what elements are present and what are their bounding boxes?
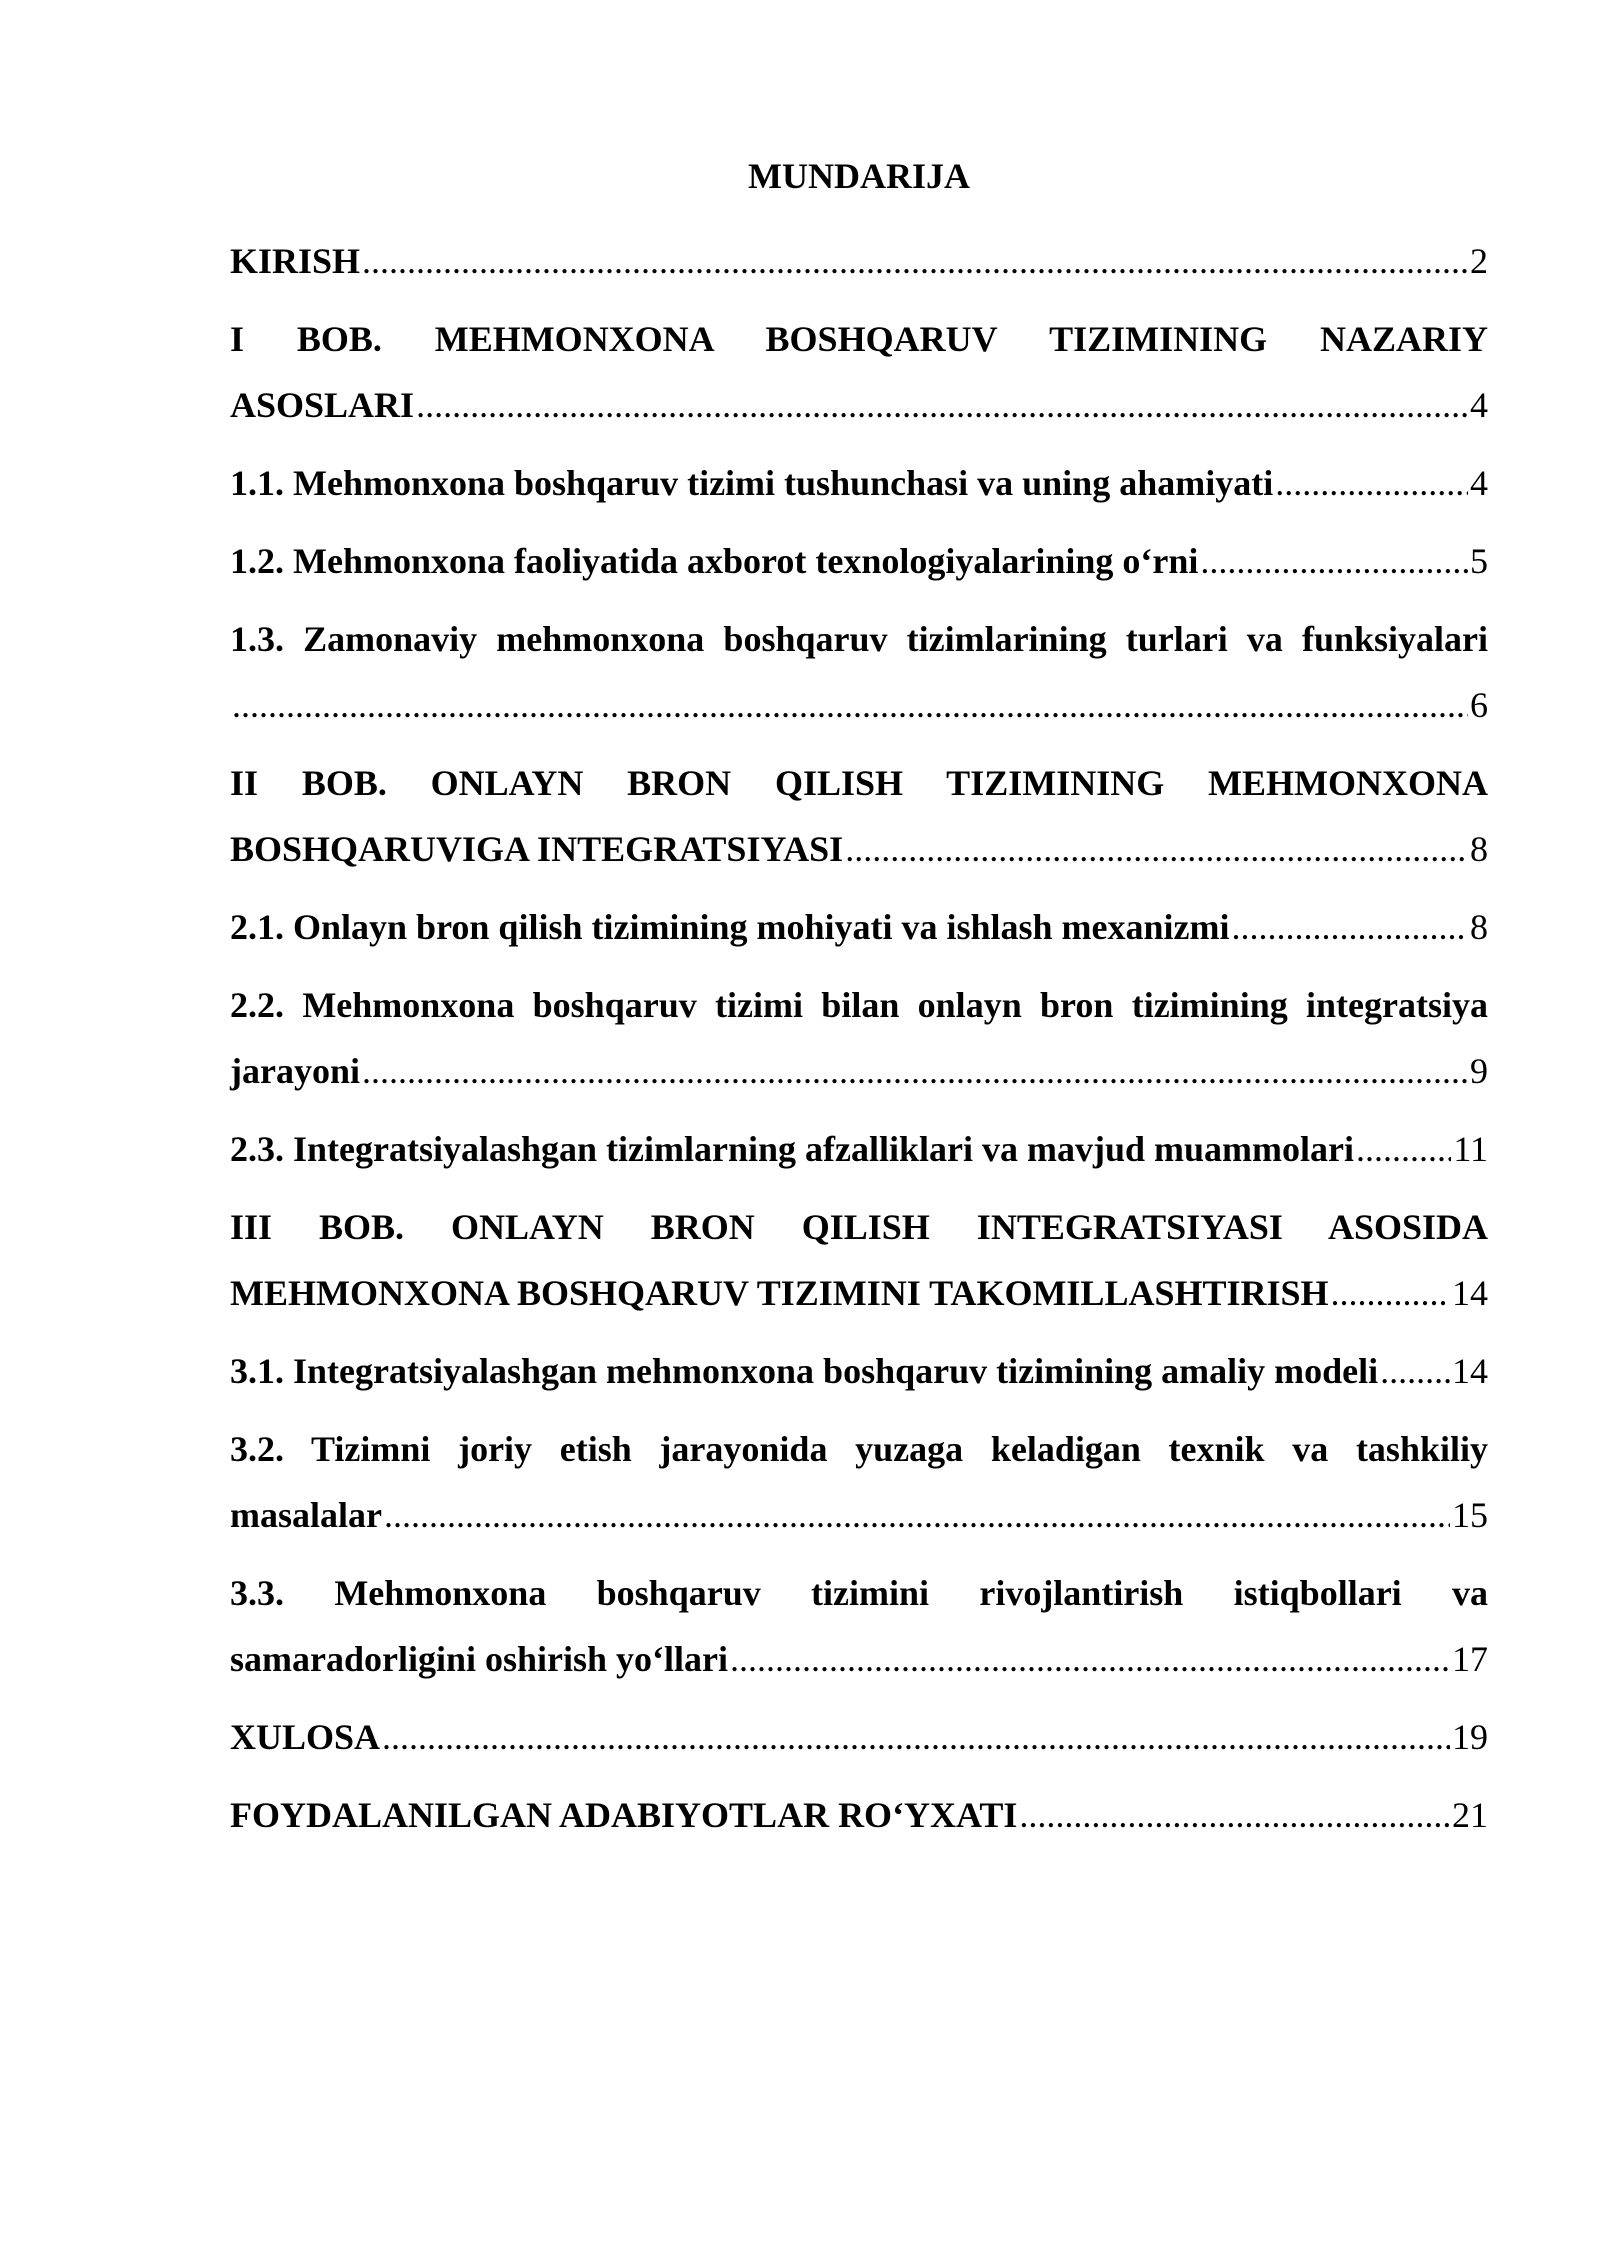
toc-entry[interactable] [230,894,1488,960]
toc-entry-heading-line: 3.2. Tizimni joriy etish jarayonida yuzaga keladigan texnik va tashkiliy [230,1429,1488,1469]
toc-entry-last-line [230,1338,1488,1404]
toc-page-number: 15 [1452,1495,1488,1535]
toc-entry[interactable] [230,1704,1488,1770]
toc-entry-heading-line: 3.3. Mehmonxona boshqaruv tizimini rivojlantirish istiqbollari va [230,1573,1488,1613]
toc-page-number: 8 [1470,907,1488,947]
dot-leader [1019,1782,1450,1848]
toc-entry-last-line [230,894,1488,960]
toc-entry-label: 1.1. Mehmonxona boshqaruv tizimi tushunchasi va uning ahamiyati [230,463,1274,503]
toc-entry-label: BOSHQARUVIGA INTEGRATSIYASI [230,829,844,869]
dot-leader [1380,1338,1450,1404]
toc-entry-heading-line: 2.2. Mehmonxona boshqaruv tizimi bilan onlayn bron tizimining integratsiya [230,985,1488,1025]
toc-entry-last-line [230,1782,1488,1848]
toc-entry-heading-line: III BOB. ONLAYN BRON QILISH INTEGRATSIYASI ASOSIDA [230,1207,1488,1247]
toc-entry-heading-line: 1.3. Zamonaviy mehmonxona boshqaruv tizimlarining turlari va funksiyalari [230,619,1488,659]
toc-entry-label: samaradorligini oshirish yo‘llari [230,1639,729,1679]
toc-entry-label: ASOSLARI [230,385,415,425]
toc-entry-label: masalalar [230,1495,382,1535]
toc-entry-last-line [230,528,1488,594]
toc-entry[interactable] [230,450,1488,516]
toc-entry-last-line [230,1116,1488,1182]
toc-page-number: 2 [1470,241,1488,281]
toc-page-number: 14 [1452,1351,1488,1391]
dot-leader [384,1482,1450,1548]
toc-entry-last-line [230,1626,1488,1692]
toc-entry[interactable] [230,228,1488,294]
dot-leader [1331,1260,1450,1326]
toc-entry-heading-line: II BOB. ONLAYN BRON QILISH TIZIMINING MEHMONXONA [230,763,1488,803]
toc-entry-label: 1.2. Mehmonxona faoliyatida axborot texnologiyalarining o‘rni [230,541,1199,581]
dot-leader [232,672,1468,738]
dot-leader [382,1704,1450,1770]
toc-entry-last-line [230,1704,1488,1770]
toc-page-number: 9 [1470,1051,1488,1091]
toc-page-number: 5 [1470,541,1488,581]
toc-entry[interactable] [230,1194,1488,1326]
toc-page-number: 4 [1470,463,1488,503]
toc-entry[interactable] [230,528,1488,594]
dot-leader [416,372,1468,438]
toc-entry-label: FOYDALANILGAN ADABIYOTLAR RO‘YXATI [230,1795,1018,1835]
toc-entry[interactable] [230,1338,1488,1404]
toc-entry-label: 2.1. Onlayn bron qilish tizimining mohiyati va ishlash mexanizmi [230,907,1230,947]
toc-entry[interactable] [230,1782,1488,1848]
toc-entry-last-line [230,1038,1488,1104]
toc-entry-label: KIRISH [230,241,361,281]
toc-entry-last-line [230,1260,1488,1326]
toc-title: MUNDARIJA [748,156,970,196]
toc-entry-last-line [230,1482,1488,1548]
toc-entry-label: 3.1. Integratsiyalashgan mehmonxona boshqaruv tizimining amaliy modeli [230,1351,1379,1391]
toc-entry-last-line [230,816,1488,882]
dot-leader [1356,1116,1451,1182]
toc-entry[interactable] [230,606,1488,738]
dot-leader [845,816,1468,882]
toc-page-number: 8 [1470,829,1488,869]
toc-entry[interactable] [230,1116,1488,1182]
toc-entry-last-line [230,672,1488,738]
toc-page-number: 11 [1453,1129,1488,1169]
table-of-contents [230,228,1488,1860]
toc-page-number: 6 [1470,685,1488,725]
dot-leader [1232,894,1468,960]
dot-leader [362,228,1468,294]
toc-entry-label: jarayoni [230,1051,360,1091]
toc-entry-last-line [230,450,1488,516]
toc-entry[interactable] [230,1560,1488,1692]
dot-leader [1200,528,1468,594]
toc-entry[interactable] [230,306,1488,438]
toc-page-number: 4 [1470,385,1488,425]
toc-entry-last-line [230,228,1488,294]
toc-entry-label: 2.3. Integratsiyalashgan tizimlarning afzalliklari va mavjud muammolari [230,1129,1354,1169]
toc-entry[interactable] [230,972,1488,1104]
toc-entry-heading-line: I BOB. MEHMONXONA BOSHQARUV TIZIMINING NAZARIY [230,319,1488,359]
toc-page-number: 19 [1452,1717,1488,1757]
toc-entry[interactable] [230,1416,1488,1548]
toc-page-number: 17 [1452,1639,1488,1679]
toc-entry[interactable] [230,750,1488,882]
toc-entry-last-line [230,372,1488,438]
toc-entry-label: MEHMONXONA BOSHQARUV TIZIMINI TAKOMILLASHTIRISH [230,1273,1329,1313]
dot-leader [362,1038,1468,1104]
dot-leader [730,1626,1450,1692]
toc-page-number: 21 [1452,1795,1488,1835]
toc-entry-label: XULOSA [230,1717,381,1757]
dot-leader [1275,450,1468,516]
toc-page-number: 14 [1452,1273,1488,1313]
